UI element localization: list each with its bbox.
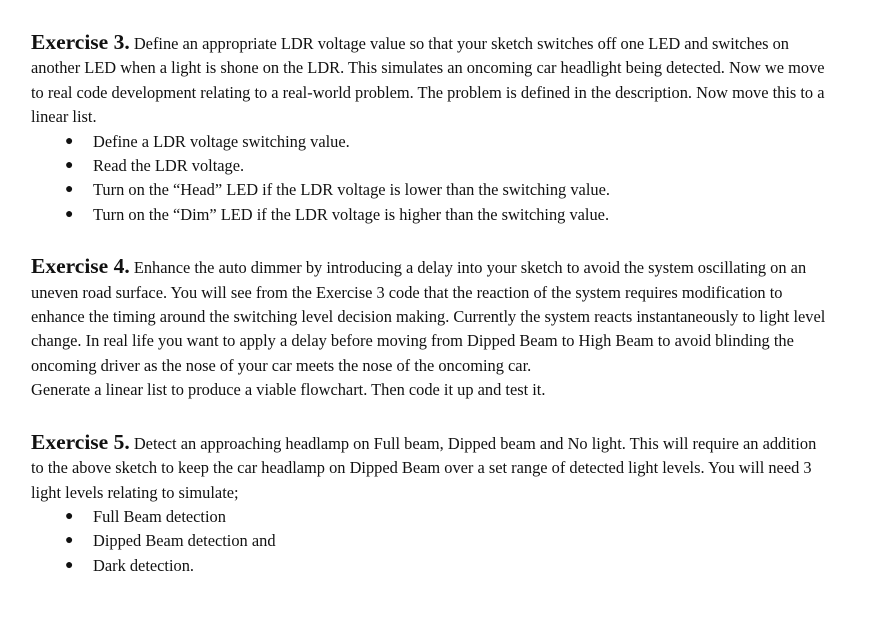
exercise-4-paragraph (31, 254, 831, 378)
list-item (31, 203, 831, 227)
exercise-4-section (31, 254, 831, 402)
exercise-4-title: Exercise 4. (31, 254, 130, 279)
document-page (31, 30, 831, 578)
exercise-3-section (31, 30, 831, 227)
list-item-text: Full Beam detection (93, 506, 226, 526)
list-item-text: Turn on the “Head” LED if the LDR voltage is lower than the switching value. (93, 180, 610, 200)
list-item (31, 529, 831, 553)
bullet-icon: ● (65, 158, 74, 174)
exercise-5-body: Detect an approaching headlamp on Full beam, Dipped beam and No light. This will require an addition to the above sketch to keep the car headlamp on Dipped Beam over a set range of detected light levels. You will need 3 light levels relating to simulate; (31, 433, 817, 502)
exercise-3-title: Exercise 3. (31, 30, 130, 54)
list-item-text: Turn on the “Dim” LED if the LDR voltage is higher than the switching value. (93, 204, 610, 224)
list-item-text: Dipped Beam detection and (93, 531, 276, 551)
exercise-4-instruction: Generate a linear list to produce a viable flowchart. Then code it up and test it. (31, 380, 546, 400)
list-item (31, 154, 831, 178)
bullet-icon: ● (65, 182, 74, 198)
list-item (31, 554, 831, 578)
bullet-icon: ● (65, 133, 74, 149)
bullet-icon: ● (65, 533, 74, 549)
exercise-3-body: Define an appropriate LDR voltage value so that your sketch switches off one LED and switches on another LED when a light is shone on the LDR. This simulates an oncoming car headlight being detected. Now we move to real code development relating to a real-world problem. The problem is defined in the description. Now move this to a linear list. (31, 34, 825, 127)
exercise-5-paragraph (31, 430, 831, 505)
exercise-5-section (31, 430, 831, 578)
bullet-icon: ● (65, 508, 74, 524)
list-item (31, 130, 831, 154)
exercise-5-title: Exercise 5. (31, 429, 130, 454)
list-item-text: Define a LDR voltage switching value. (93, 131, 350, 151)
bullet-icon: ● (65, 557, 74, 573)
exercise-3-bullet-list (31, 130, 831, 228)
list-item-text: Read the LDR voltage. (93, 156, 245, 176)
list-item-text: Dark detection. (93, 555, 195, 575)
bullet-icon: ● (65, 206, 74, 222)
exercise-5-bullet-list (31, 505, 831, 578)
exercise-3-paragraph (31, 30, 831, 130)
list-item (31, 178, 831, 202)
list-item (31, 505, 831, 529)
exercise-4-body: Enhance the auto dimmer by introducing a delay into your sketch to avoid the system oscillating on an uneven road surface. You will see from the Exercise 3 code that the reaction of the system requires modification to enhance the timing around the switching level decision making. Currently the system reacts instantaneously to light level change. In real life you want to apply a delay before moving from Dipped Beam to High Beam to avoid blinding the oncoming driver as the nose of your car meets the nose of the oncoming car. (31, 258, 826, 375)
